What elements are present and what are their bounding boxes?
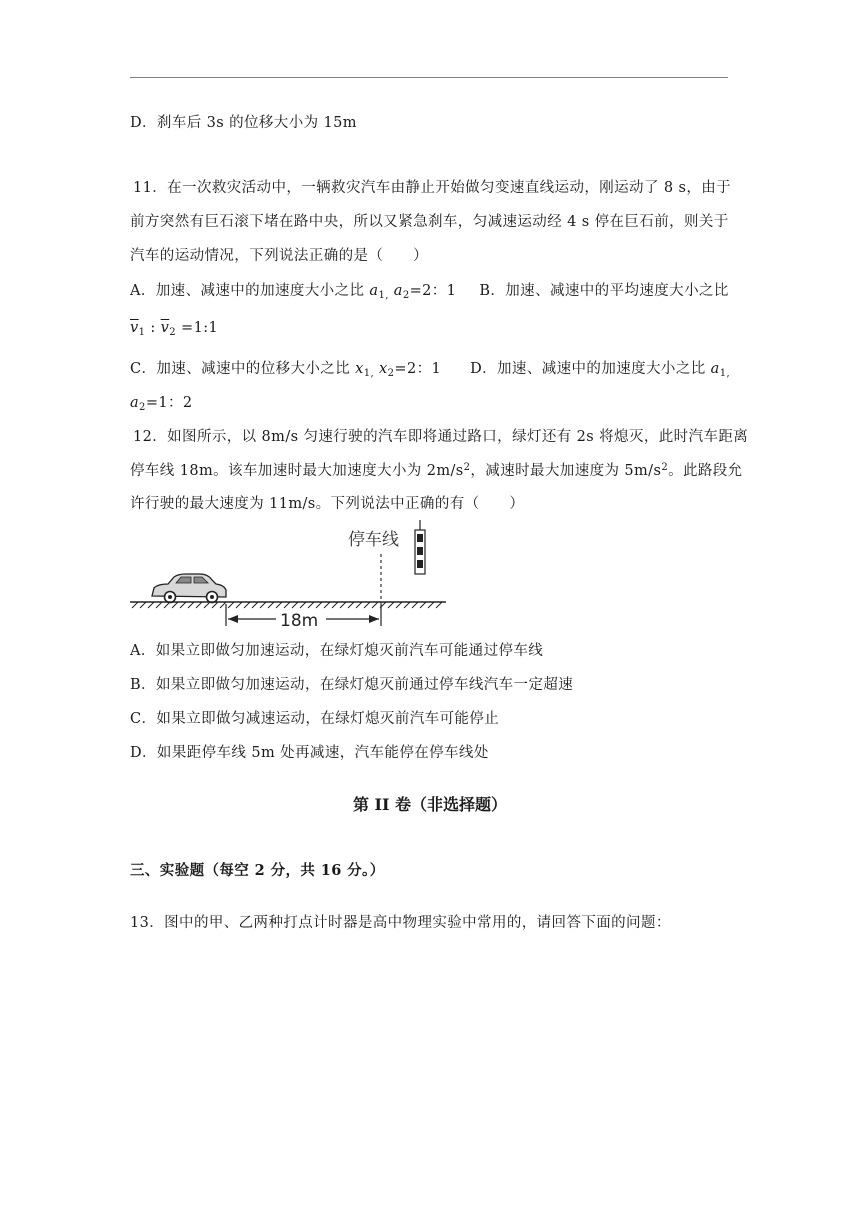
q11-option-b-formula: $\overline{v}_1$ : $\overline{v}_2$ =1:1 <box>130 320 219 338</box>
traffic-light-icon <box>415 520 425 574</box>
q12-stem-line1: 12．如图所示，以 8m/s 匀速行驶的汽车即将通过路口，绿灯还有 2s 将熄灭，此时汽车距离 <box>133 429 749 445</box>
q12-stem-line3: 许行驶的最大速度为 11m/s。下列说法中正确的有（ ） <box>130 496 525 512</box>
q11-option-b: B．加速、减速中的平均速度大小之比 <box>479 283 729 299</box>
q11-stem-line2: 前方突然有巨石滚下堵在路中央，所以又紧急刹车，匀减速运动经 4 s 停在巨石前，则关于 <box>130 214 729 230</box>
q11-option-d-cont: $a_2=1$：2 <box>130 395 193 413</box>
q12-option-c: C．如果立即做匀减速运动，在绿灯熄灭前汽车可能停止 <box>130 711 500 727</box>
q11-option-a: A．加速、减速中的加速度大小之比 $a_{1,}$ $a_2=2$：1 B．加速、减速中的平均速度大小之比 <box>130 283 729 301</box>
q11-stem-line3: 汽车的运动情况，下列说法正确的是（ ） <box>130 248 428 264</box>
q12-figure <box>128 518 450 630</box>
q10-option-d: D．刹车后 3s 的位移大小为 15m <box>130 115 357 131</box>
q11-option-c: C．加速、减速中的位移大小之比 $x_{1,}$ $x_2=2$：1 D．加速、减速中的加速度大小之比 $a_{1,}$ <box>130 361 731 379</box>
q12-option-d: D．如果距停车线 5m 处再减速，汽车能停在停车线处 <box>130 745 489 761</box>
road-surface <box>130 602 446 608</box>
section3-title: 三、实验题（每空 2 分，共 16 分。） <box>130 862 385 879</box>
q11-option-d: D．加速、减速中的加速度大小之比 <box>470 361 711 377</box>
part2-title: 第 II 卷（非选择题） <box>352 795 508 814</box>
car-icon <box>152 574 226 603</box>
q12-option-a: A．如果立即做匀加速运动，在绿灯熄灭前汽车可能通过停车线 <box>130 643 544 659</box>
q11-stem-line1: 11．在一次救灾活动中，一辆救灾汽车由静止开始做匀变速直线运动，刚运动了 8 s，由于 <box>133 180 732 196</box>
q12-stem-line2: 停车线 18m。该车加速时最大加速度大小为 $2m/s^2$，减速时最大加速度为 $5m/s^2$。此路段允 <box>130 462 743 479</box>
header-rule <box>130 77 728 78</box>
q12-option-b: B．如果立即做匀加速运动，在绿灯熄灭前通过停车线汽车一定超速 <box>130 677 574 693</box>
stop-line-label: 停车线 <box>348 530 399 550</box>
q13-stem-line1: 13．图中的甲、乙两种打点计时器是高中物理实验中常用的，请回答下面的问题： <box>130 915 671 931</box>
distance-label: 18m <box>280 611 319 630</box>
